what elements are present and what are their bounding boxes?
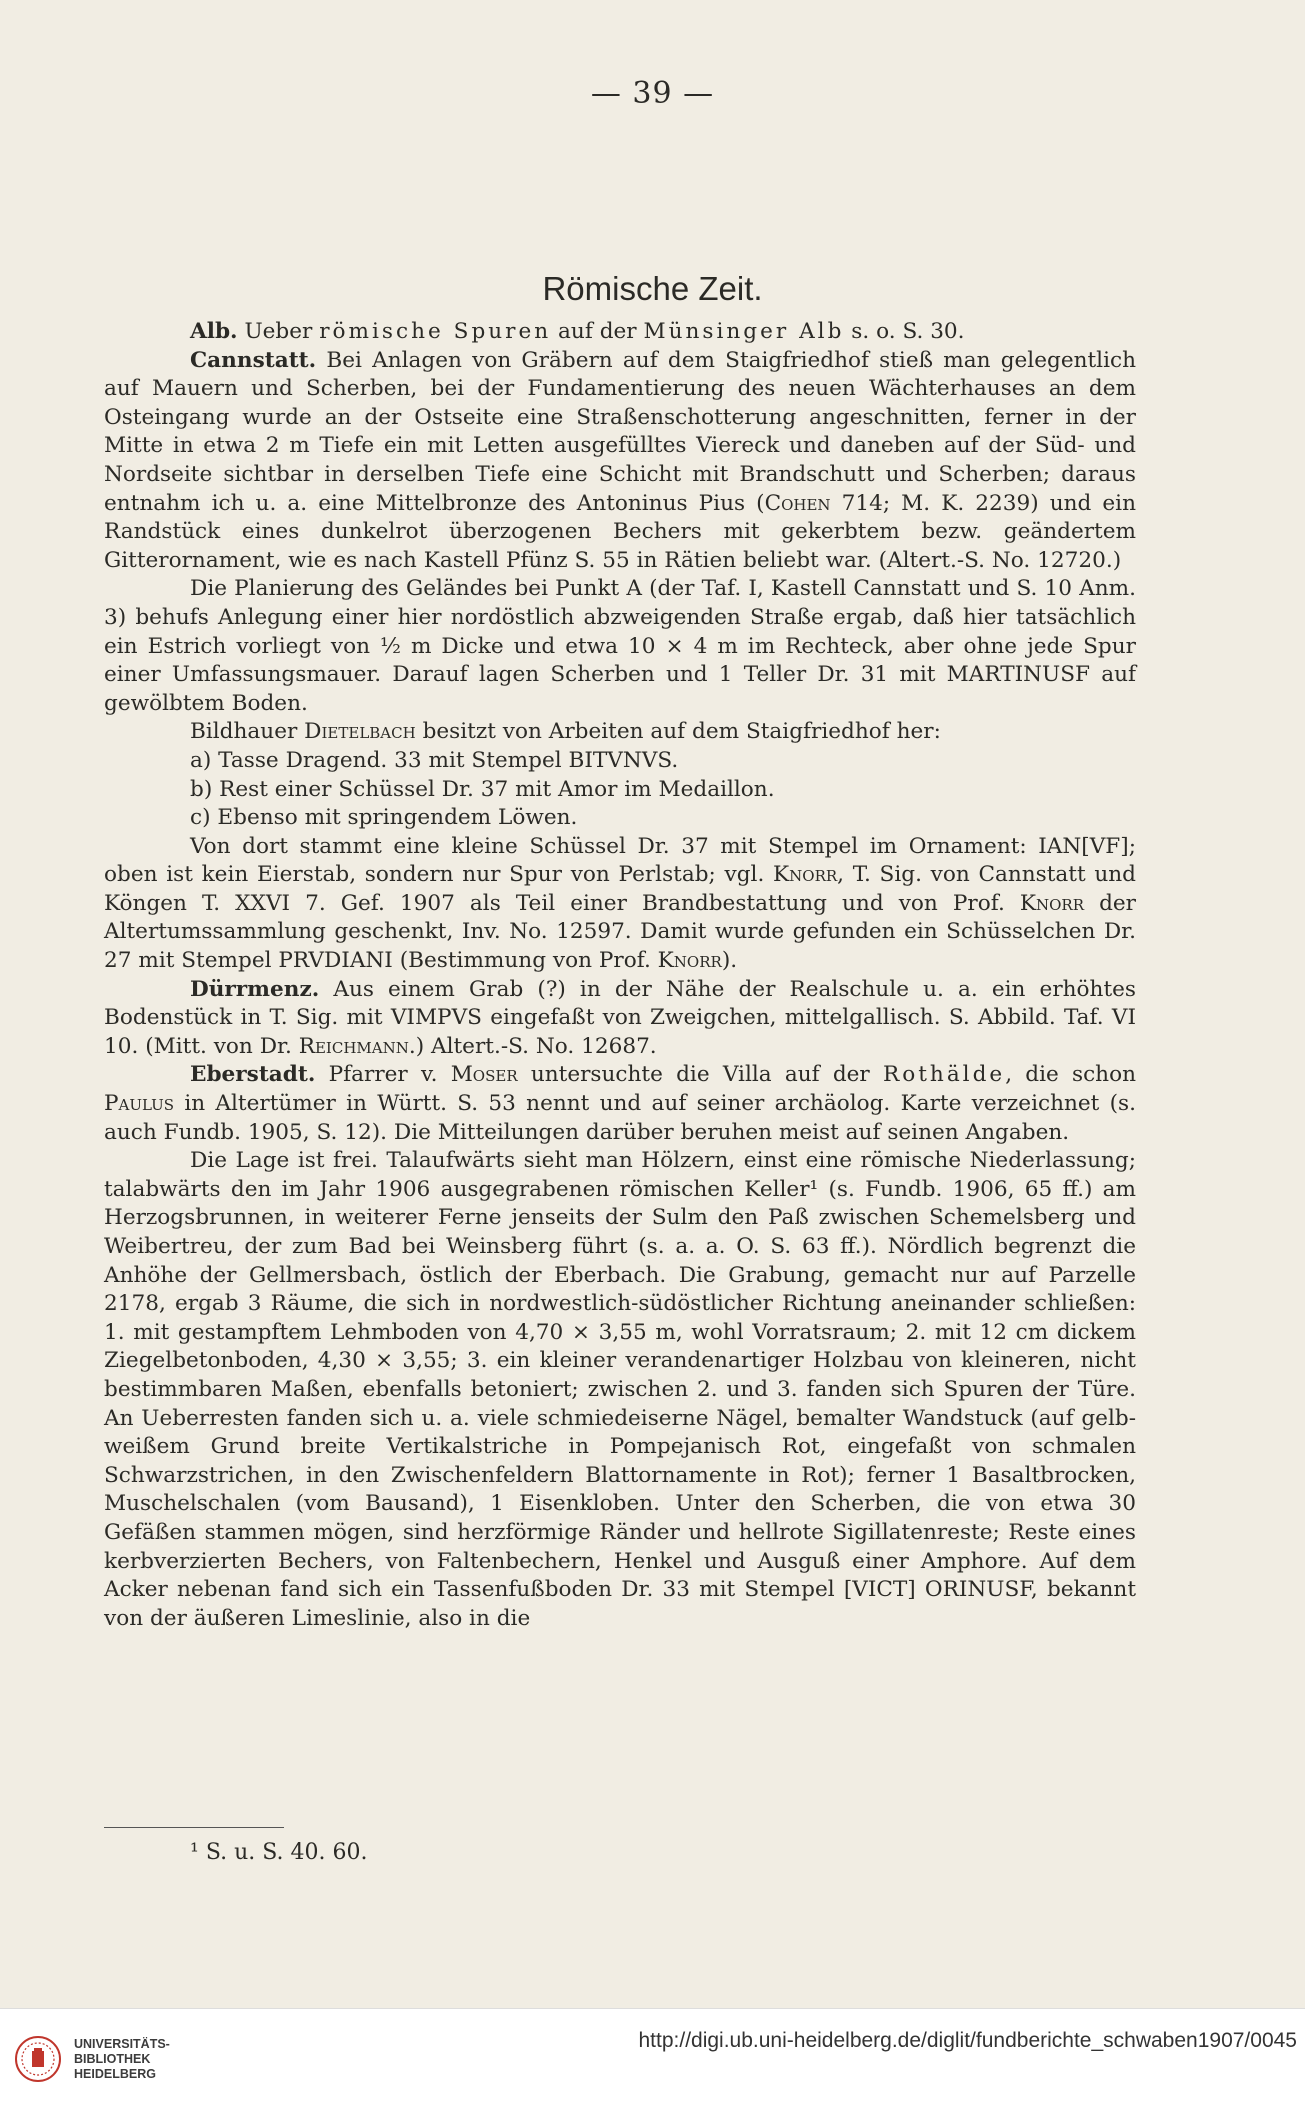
footnote-divider bbox=[104, 1827, 284, 1828]
paragraph-bildhauer: Bildhauer Dietelbach besitzt von Arbeiten auf dem Staigfriedhof her: bbox=[190, 719, 941, 745]
list-item-c: c) Ebenso mit springendem Löwen. bbox=[190, 805, 578, 831]
place-heading-alb: Alb. bbox=[190, 319, 238, 344]
paragraph-von-dort: Von dort stammt eine kleine Schüssel Dr. 37 mit Stempel im Ornament: IAN[VF]; oben ist kein Eierstab, sondern nur Spur von Perlstab; vgl. Knorr, T. Sig. von Cannstatt und Köngen T. XXVI 7. Gef. 1907 als Teil einer Brandbestattung und von Prof. Knorr der Altertumssammlung geschenkt, Inv. No. 12597. Damit wurde gefunden ein Schüsselchen Dr. 27 mit Stempel PRVDIANI (Bestimmung von Prof. Knorr). bbox=[104, 833, 1136, 974]
permalink-url[interactable]: http://digi.ub.uni-heidelberg.de/diglit/fundberichte_schwaben1907/0045 bbox=[638, 2029, 1297, 2052]
page-number: — 39 — bbox=[590, 76, 715, 111]
university-seal-icon bbox=[14, 2035, 62, 2083]
paragraph-eberstadt: Eberstadt. Pfarrer v. Moser untersuchte die Villa auf der Rothälde, die schon Paulus in Altertümer in Württ. S. 53 nennt und auf seiner archäolog. Karte verzeichnet (s. auch Fundb. 1905, S. 12). Die Mitteilungen darüber beruhen meist auf seinen Angaben. bbox=[104, 1062, 1136, 1145]
paragraph-alb: Alb. Ueber römische Spuren auf der Münsinger Alb s. o. S. 30. bbox=[190, 319, 965, 344]
paragraph-lage: Die Lage ist frei. Talaufwärts sieht man Hölzern, einst eine römische Niederlassung; talabwärts den im Jahr 1906 ausgegrabenen römischen Keller¹ (s. Fundb. 1906, 65 ff.) am Herzogsbrunnen, in weiterer Ferne jenseits der Sulm den Paß zwischen Schemelsberg und Weibertreu, der zum Bad bei Weinsberg führt (s. a. a. O. S. 63 ff.). Nördlich begrenzt die Anhöhe der Gellmersbach, östlich der Eberbach. Die Grabung, gemacht nur auf Parzelle 2178, ergab 3 Räume, die sich in nordwestlich-südöstlicher Richtung aneinander schließen: 1. mit gestampftem Lehmboden von 4,70 × 3,55 m, wohl Vorratsraum; 2. mit 12 cm dickem Ziegelbetonboden, 4,30 × 3,55; 3. ein kleiner verandenartiger Holzbau von kleineren, nicht bestimmbaren Maßen, ebenfalls betoniert; zwischen 2. und 3. fanden sich Spuren der Türe. An Ueberresten fanden sich u. a. viele schmiedeiserne Nägel, bemalter Wandstuck (auf gelb-weißem Grund breite Vertikalstriche in Pompejanisch Rot, eingefaßt von schmalen Schwarzstrichen, in den Zwischenfeldern Blattornamente in Rot); ferner 1 Basaltbrocken, Muschelschalen (vom Bausand), 1 Eisenkloben. Unter den Scherben, die von etwa 30 Gefäßen stammen mögen, sind herzförmige Ränder und hellrote Sigillatenreste; Reste eines kerbverzierten Bechers, von Faltenbechern, Henkel und Ausguß einer Amphore. Auf dem Acker nebenan fand sich ein Tassenfußboden Dr. 33 mit Stempel [VICT] ORINUSF, bekannt von der äußeren Limeslinie, also in die bbox=[104, 1148, 1136, 1631]
body-text bbox=[104, 318, 1136, 1633]
section-title: Römische Zeit. bbox=[542, 270, 763, 307]
place-heading-duerrmenz: Dürrmenz. bbox=[190, 976, 320, 1002]
place-heading-eberstadt: Eberstadt. bbox=[190, 1062, 316, 1088]
place-heading-cannstatt: Cannstatt. bbox=[190, 347, 317, 373]
paragraph-cannstatt: Cannstatt. Bei Anlagen von Gräbern auf dem Staigfriedhof stieß man gelegentlich auf Mauern und Scherben, bei der Fundamentierung des neuen Wächterhauses an dem Osteingang wurde an der Ostseite eine Straßenschotterung angeschnitten, ferner in der Mitte in etwa 2 m Tiefe ein mit Letten ausgefülltes Viereck und daneben auf der Süd- und Nordseite sichtbar in derselben Tiefe eine Schicht mit Brandschutt und Scherben; daraus entnahm ich u. a. eine Mittelbronze des Antoninus Pius (Cohen 714; M. K. 2239) und ein Randstück eines dunkelrot überzogenen Bechers mit gekerbtem bezw. geändertem Gitterornament, wie es nach Kastell Pfünz S. 55 in Rätien beliebt war. (Altert.-S. No. 12720.) bbox=[104, 347, 1136, 573]
footnote: ¹ S. u. S. 40. 60. bbox=[190, 1840, 368, 1865]
library-logo-text: UNIVERSITÄTS- BIBLIOTHEK HEIDELBERG bbox=[74, 2037, 170, 2081]
list-item-b: b) Rest einer Schüssel Dr. 37 mit Amor im Medaillon. bbox=[190, 776, 775, 802]
viewer-footer bbox=[0, 2008, 1305, 2107]
paragraph-planierung: Die Planierung des Geländes bei Punkt A (der Taf. I, Kastell Cannstatt und S. 10 Anm. 3) behufs Anlegung einer hier nordöstlich abzweigenden Straße ergab, daß hier tatsächlich ein Estrich vorliegt von ½ m Dicke und etwa 10 × 4 m im Rechteck, aber ohne jede Spur einer Umfassungsmauer. Darauf lagen Scherben und 1 Teller Dr. 31 mit MARTINUSF auf gewölbtem Boden. bbox=[104, 576, 1136, 716]
list-item-a: a) Tasse Dragend. 33 mit Stempel BITVNVS. bbox=[190, 747, 679, 773]
paragraph-duerrmenz: Dürrmenz. Aus einem Grab (?) in der Nähe der Realschule u. a. ein erhöhtes Bodenstück in T. Sig. mit VIMPVS eingefaßt von Zweigchen, mittelgallisch. S. Abbild. Taf. VI 10. (Mitt. von Dr. Reichmann.) Altert.-S. No. 12687. bbox=[104, 976, 1136, 1059]
